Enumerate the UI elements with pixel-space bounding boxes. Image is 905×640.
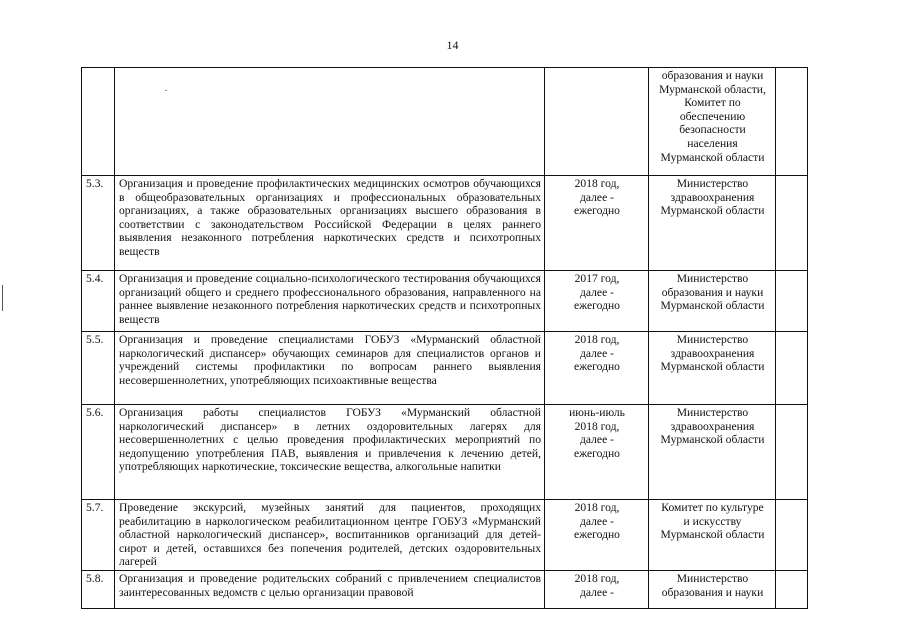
term-line: далее -	[580, 585, 614, 599]
executor-line: Комитет по	[684, 96, 741, 110]
execution-term	[545, 271, 649, 332]
executor-line: населения	[687, 136, 738, 150]
executor-line: Комитет по культуре	[661, 501, 764, 514]
table-row	[82, 570, 808, 608]
executor-line: образования и науки	[661, 69, 764, 82]
table-row	[82, 500, 808, 571]
item-number: 5.7.	[82, 500, 115, 571]
executor-line: Министерство	[676, 571, 749, 585]
measure-description: Организация и проведение социально-психологического тестирования обучающихся организаций общего и среднего профессионального образования, направленного на раннее выявление незаконного потребления наркотических средств и психотропных веществ	[115, 271, 545, 332]
responsible-executor	[649, 68, 776, 176]
term-line: далее -	[580, 285, 614, 299]
term-line: 2018 год,	[574, 333, 620, 346]
item-number: 5.3.	[82, 176, 115, 271]
executor-line: Министерство	[676, 406, 749, 419]
term-line: ежегодно	[574, 360, 620, 374]
execution-term	[545, 405, 649, 500]
measure-description: Организация и проведение специалистами ГОБУЗ «Мурманский областной наркологический диспансер» обучающих семинаров для специалистов органов и учреждений системы профилактики по вопросам раннего выявления несовершеннолетних, употребляющих психоактивные вещества	[115, 332, 545, 405]
table-row	[82, 405, 808, 500]
item-number: 5.6.	[82, 405, 115, 500]
executor-line: Мурманской области	[660, 433, 765, 447]
executor-line: Мурманской области	[660, 299, 765, 313]
responsible-executor	[649, 405, 776, 500]
executor-line: Мурманской области,	[659, 82, 766, 96]
measure-description	[115, 68, 545, 176]
note-cell	[776, 500, 808, 571]
table-row	[82, 271, 808, 332]
execution-term	[545, 500, 649, 571]
executor-line: образования и науки	[661, 285, 764, 299]
term-line: ежегодно	[574, 446, 620, 460]
table-row	[82, 332, 808, 405]
note-cell	[776, 68, 808, 176]
term-line: далее -	[580, 190, 614, 204]
responsible-executor	[649, 570, 776, 608]
measure-description: Организация работы специалистов ГОБУЗ «Мурманский областной наркологический диспансер» в летних оздоровительных лагерях для несовершеннолетних с целью проведения профилактических мероприятий по недопущению употребления ПАВ, выявления и привлечения к лечению детей, употребляющих наркотические, токсические вещества, алкогольные напитки	[115, 405, 545, 500]
term-line: 2018 год,	[574, 177, 620, 190]
responsible-executor	[649, 271, 776, 332]
executor-line: здравоохранения	[670, 346, 755, 360]
executor-line: Мурманской области	[660, 150, 765, 164]
term-line: ежегодно	[574, 299, 620, 313]
term-line: 2018 год,	[574, 571, 620, 585]
measure-description: Проведение экскурсий, музейных занятий для пациентов, проходящих реабилитацию в наркологическом реабилитационном центре ГОБУЗ «Мурманский областной наркологический диспансер», воспитанников организаций для детей-сирот и детей, оставшихся без попечения родителей, детских оздоровительных лагерей	[115, 500, 545, 571]
margin-scan-mark	[2, 285, 3, 311]
responsible-executor	[649, 332, 776, 405]
executor-line: Министерство	[676, 333, 749, 346]
table-row	[82, 176, 808, 271]
table-row	[82, 68, 808, 176]
note-cell	[776, 332, 808, 405]
execution-term	[545, 176, 649, 271]
executor-line: Мурманской области	[660, 360, 765, 374]
item-number: 5.4.	[82, 271, 115, 332]
executor-line: безопасности	[679, 123, 746, 137]
item-number: 5.8.	[82, 570, 115, 608]
item-number: 5.5.	[82, 332, 115, 405]
note-cell	[776, 570, 808, 608]
item-number	[82, 68, 115, 176]
execution-term	[545, 570, 649, 608]
note-cell	[776, 271, 808, 332]
note-cell	[776, 405, 808, 500]
executor-line: обеспечению	[679, 109, 746, 123]
measure-description: Организация и проведение родительских собраний с привлечением специалистов заинтересованных ведомств с целью организации правовой	[115, 570, 545, 608]
term-line: далее -	[580, 346, 614, 360]
measure-description: Организация и проведение профилактических медицинских осмотров обучающихся в общеобразовательных организациях и профессиональных образовательных организациях, а также образовательных организациях высшего образования в соответствии с законодательством Российской Федерации в целях раннего выявления незаконного потребления наркотических средств и психотропных веществ	[115, 176, 545, 271]
executor-line: Министерство	[676, 272, 749, 285]
term-line: далее -	[580, 433, 614, 447]
executor-line: образования и науки	[661, 585, 764, 599]
term-line: 2017 год,	[574, 272, 620, 285]
execution-term	[545, 332, 649, 405]
term-line: 2018 год,	[574, 501, 620, 514]
term-line: ежегодно	[574, 528, 620, 542]
executor-line: здравоохранения	[670, 419, 755, 433]
term-line: ежегодно	[574, 204, 620, 218]
page-number: 14	[446, 38, 459, 52]
executor-line: Мурманской области	[660, 528, 765, 542]
term-line: далее -	[580, 514, 614, 528]
executor-line: Министерство	[676, 177, 749, 190]
executor-line: Мурманской области	[660, 204, 765, 218]
responsible-executor	[649, 500, 776, 571]
term-line: 2018 год,	[574, 419, 620, 433]
measures-table	[81, 67, 808, 609]
execution-term	[545, 68, 649, 176]
note-cell	[776, 176, 808, 271]
executor-line: и искусству	[683, 514, 742, 528]
executor-line: здравоохранения	[670, 190, 755, 204]
term-line: июнь-июль	[569, 406, 625, 419]
responsible-executor	[649, 176, 776, 271]
